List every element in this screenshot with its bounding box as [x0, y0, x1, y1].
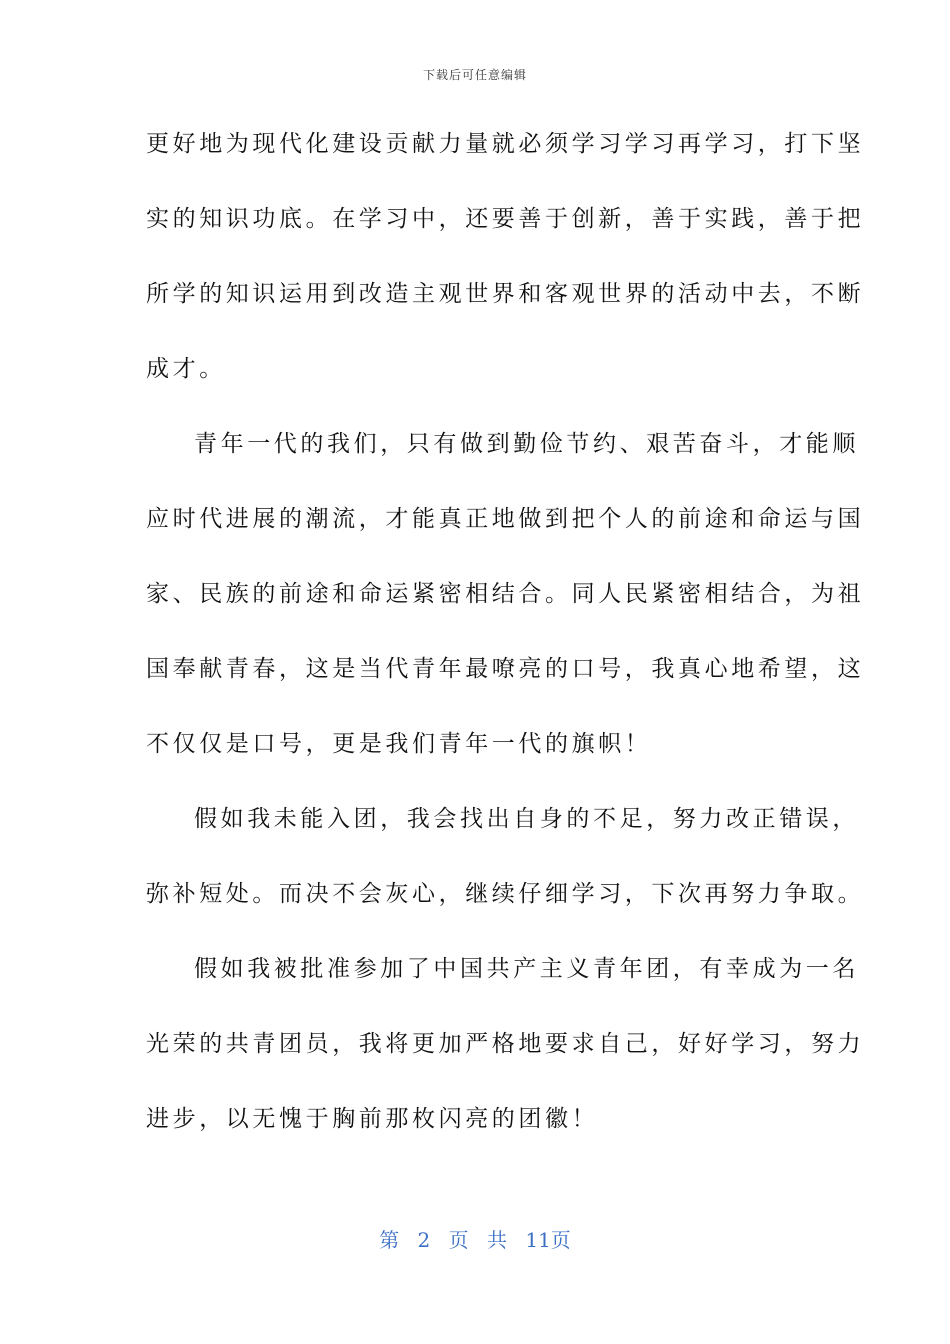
body-line: 进步，以无愧于胸前那枚闪亮的团徽！ [146, 1106, 599, 1132]
footer-label-total: 共 [487, 1228, 507, 1252]
page-number-footer [0, 1224, 950, 1253]
paragraph-first-line: 假如我被批准参加了中国共产主义青年团，有幸成为一名 [194, 956, 859, 982]
body-line: 光荣的共青团员，我将更加严格地要求自己，好好学习，努力 [146, 1031, 865, 1057]
body-line: 弥补短处。而决不会灰心，继续仔细学习，下次再努力争取。 [146, 881, 865, 907]
body-line: 实的知识功底。在学习中，还要善于创新，善于实践，善于把 [146, 206, 865, 232]
body-line: 更好地为现代化建设贡献力量就必须学习学习再学习，打下坚 [146, 131, 865, 157]
footer-current-page: 2 [417, 1228, 431, 1252]
body-line: 成才。 [146, 356, 226, 382]
page-header: 下载后可任意编辑 [422, 68, 527, 82]
body-line: 所学的知识运用到改造主观世界和客观世界的活动中去，不断 [146, 281, 865, 307]
body-line: 不仅仅是口号，更是我们青年一代的旗帜！ [146, 731, 652, 757]
paragraph-first-line: 假如我未能入团，我会找出自身的不足，努力改正错误， [194, 806, 859, 832]
footer-label-page: 第 [379, 1228, 400, 1252]
body-line: 家、民族的前途和命运紧密相结合。同人民紧密相结合，为祖 [146, 581, 865, 607]
paragraph-first-line: 青年一代的我们，只有做到勤俭节约、艰苦奋斗，才能顺 [194, 431, 859, 457]
footer-total-pages: 11页 [525, 1228, 571, 1252]
body-line: 国奉献青春，这是当代青年最嘹亮的口号，我真心地希望，这 [146, 656, 865, 682]
body-line: 应时代进展的潮流，才能真正地做到把个人的前途和命运与国 [146, 506, 865, 532]
footer-label-unit: 页 [448, 1228, 469, 1252]
